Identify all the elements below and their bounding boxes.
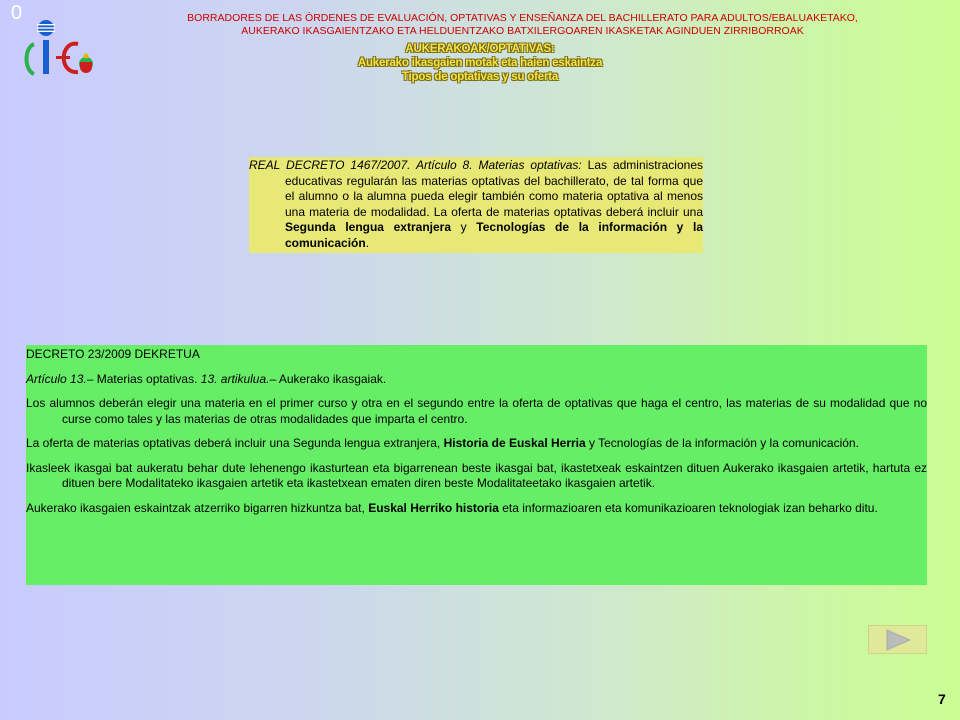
article-es-number: Artículo 13. (26, 371, 87, 386)
para4-text-a: Aukerako ikasgaien eskaintzak atzerriko bigarren hizkuntza bat, (26, 500, 369, 515)
next-slide-button[interactable] (868, 625, 927, 654)
header-line-2: AUKERAKO IKASGAIENTZAKO ETA HELDUENTZAKO BATXILERGOAREN IKASKETAK AGINDUEN ZIRRIBORROAK (241, 25, 804, 37)
slide-top-number: 0 (11, 2, 23, 24)
real-decreto-text-1: Las administraciones educativas regularán las materias optativas del bachillerato, de tal forma que el alumno o la alumna pueda elegir también como materia optativa al menos una materia de modalidad. La oferta de materias optativas deberá incluir una (285, 158, 703, 219)
decreto-article-heading (26, 372, 927, 388)
real-decreto-text-2: y (451, 220, 477, 234)
para4-text-b: eta informazioaren eta komunikazioaren teknologiak izan beharko ditu. (498, 500, 878, 515)
real-decreto-text-3: . (365, 235, 370, 250)
decreto-paragraph-2 (26, 436, 927, 452)
real-decreto-box (249, 157, 703, 253)
page-number: 7 (938, 691, 946, 707)
header-line-1: BORRADORES DE LAS ÓRDENES DE EVALUACIÓN, OPTATIVAS Y ENSEÑANZA DEL BACHILLERATO PARA ADULTOS/EBALUAKETAKO, (187, 12, 858, 24)
para2-bold: Historia de Euskal Herria (443, 436, 586, 450)
para2-text-a: La oferta de materias optativas deberá incluir una Segunda lengua extranjera, (26, 436, 444, 450)
para2-text-b: y Tecnologías de la información y la comunicación. (585, 436, 859, 450)
article-es-title: – Materias optativas. (86, 371, 201, 386)
decreto-title: DECRETO 23/2009 DEKRETUA (26, 347, 200, 361)
para4-bold: Euskal Herriko historia (368, 500, 499, 515)
section-subtitle (330, 42, 630, 84)
article-eu-number: 13. artikulua. (200, 371, 270, 386)
subtitle-line-3: Tipos de optativas y su oferta (401, 71, 559, 83)
decreto-paragraph-1: Los alumnos deberán elegir una materia en el primer curso y otra en el segundo entre la oferta de optativas que haga el centro, las materias de su modalidad que no curse como tales y las materias de otras modalidades que imparta el centro. (26, 396, 927, 426)
decreto-paragraph-4 (26, 501, 927, 517)
logo-globe-icon (37, 20, 55, 36)
decreto-box (26, 345, 927, 585)
subtitle-line-1: AUKERAKOAK/OPTATIVAS: (405, 43, 555, 55)
real-decreto-paragraph (249, 158, 703, 251)
decreto-paragraph-3: Ikasleek ikasgai bat aukeratu behar dute lehenengo ikasturtean eta bigarrenean beste ikasgai bat, ikastetxeak eskaintzen dituen Aukerako ikasgaien artetik, hartuta ez dituen bere Modalitateko ikasgaien artetik eta ikastetxean ematen diren beste Modalitateetako ikasgaien artetik. (26, 460, 927, 490)
subtitle-line-2: Aukerako ikasgaien motak eta haien eskaintza (357, 57, 603, 69)
real-decreto-bold-1: Segunda lengua extranjera (285, 220, 451, 234)
die-logo (22, 18, 102, 78)
document-header (150, 12, 895, 38)
basque-coat-of-arms-icon (79, 54, 93, 74)
play-right-icon (885, 629, 911, 651)
real-decreto-bold-2: Tecnologías de la información y la comunicación (285, 220, 703, 250)
article-eu-title: – Aukerako ikasgaiak. (269, 371, 387, 386)
real-decreto-citation: REAL DECRETO 1467/2007. Artículo 8. Materias optativas: (249, 158, 582, 172)
